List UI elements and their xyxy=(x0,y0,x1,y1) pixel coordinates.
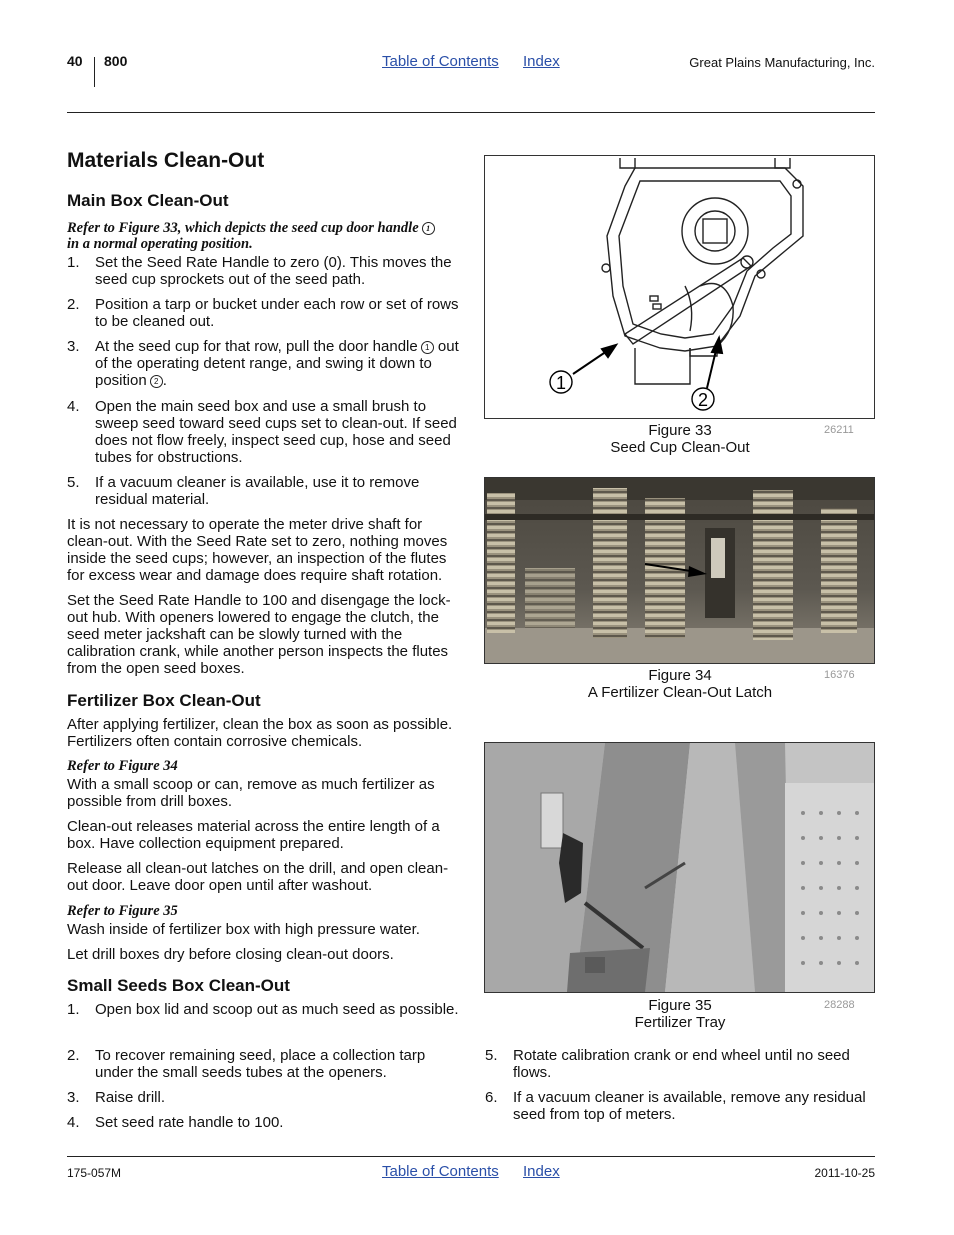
main-box-paragraph-2: Set the Seed Rate Handle to 100 and disengage the lock-out hub. With openers lowered to engage the clutch, the seed meter jackshaft can be slowly turned with the calibration crank, while another person inspects the flutes from the open seed boxes. xyxy=(67,592,451,677)
step-number: 2. xyxy=(67,296,80,313)
step-number: 1. xyxy=(67,1001,80,1018)
step-number: 4. xyxy=(67,1114,80,1131)
step-number: 6. xyxy=(485,1089,498,1106)
step-number: 1. xyxy=(67,254,80,271)
main-box-intro xyxy=(67,220,459,252)
fertilizer-paragraph-4: Release all clean-out latches on the drill, and open clean-out door. Leave door open until after washout. xyxy=(67,860,449,894)
figure-33-drawing xyxy=(484,155,875,419)
step-text: Position a tarp or bucket under each row or set of rows to be cleaned out. xyxy=(95,296,459,330)
intro-text-c: . xyxy=(249,236,253,252)
main-box-heading: Main Box Clean-Out xyxy=(67,191,229,210)
refer-figure-34: Refer to Figure 34 xyxy=(67,758,178,774)
figure-35-photo xyxy=(484,742,875,993)
fertilizer-paragraph-6: Let drill boxes dry before closing clean-out doors. xyxy=(67,946,394,963)
small-step-6 xyxy=(485,1089,877,1123)
figure-33-caption xyxy=(484,422,876,456)
section-title: Materials Clean-Out xyxy=(67,149,265,172)
step-text: Rotate calibration crank or end wheel until no seed flows. xyxy=(513,1047,850,1081)
figure-34-id: 16376 xyxy=(824,669,855,681)
fertilizer-paragraph-5: Wash inside of fertilizer box with high pressure water. xyxy=(67,921,420,938)
callout-1-label: 1 xyxy=(555,373,567,393)
figure-34-caption xyxy=(484,667,876,701)
step-number: 3. xyxy=(67,1089,80,1106)
step-text: Set seed rate handle to 100. xyxy=(95,1114,284,1131)
figure-35-id: 28288 xyxy=(824,999,855,1011)
step-number: 3. xyxy=(67,338,80,355)
header-separator xyxy=(94,57,95,87)
page-number: 40 xyxy=(67,53,83,69)
figure-35-title: Fertilizer Tray xyxy=(634,1014,726,1031)
main-box-paragraph-1: It is not necessary to operate the meter drive shaft for clean-out. With the Seed Rate set to zero, nothing moves inside the seed cups; however, an inspection of the flutes for excess wear and damage does require shaft rotation. xyxy=(67,516,448,584)
fertilizer-latch-photo xyxy=(485,478,874,663)
callout-two-icon: 2 xyxy=(150,375,163,388)
main-step-5 xyxy=(67,474,459,508)
callout-one-icon: 1 xyxy=(422,222,435,235)
figure-33-title: Seed Cup Clean-Out xyxy=(610,439,750,456)
small-step-4 xyxy=(67,1114,459,1131)
fertilizer-box-heading: Fertilizer Box Clean-Out xyxy=(67,691,261,710)
figure-35-label: Figure 35 xyxy=(648,997,712,1014)
step-number: 5. xyxy=(67,474,80,491)
fertilizer-paragraph-3: Clean-out releases material across the entire length of a box. Have collection equipment prepared. xyxy=(67,818,440,852)
doc-date: 2011-10-25 xyxy=(814,1166,875,1180)
figure-34-label: Figure 34 xyxy=(648,667,712,684)
step3-text-c: . xyxy=(162,372,167,389)
small-step-5 xyxy=(485,1047,877,1081)
company-name: Great Plains Manufacturing, Inc. xyxy=(689,55,875,70)
small-seeds-heading: Small Seeds Box Clean-Out xyxy=(67,976,290,995)
step-text: If a vacuum cleaner is available, remove any residual seed from top of meters. xyxy=(513,1089,866,1123)
fertilizer-paragraph-2: With a small scoop or can, remove as much fertilizer as possible from drill boxes. xyxy=(67,776,435,810)
small-step-2 xyxy=(67,1047,459,1081)
intro-text-b: in a normal operating position xyxy=(67,236,250,252)
figure-34-photo xyxy=(484,477,875,664)
step-text: Open box lid and scoop out as much seed as possible. xyxy=(95,1001,459,1018)
intro-text-a: Refer to Figure 33, which depicts the seed cup door handle xyxy=(67,220,419,236)
step-text: If a vacuum cleaner is available, use it to remove residual material. xyxy=(95,474,420,508)
step-number: 2. xyxy=(67,1047,80,1064)
main-step-1 xyxy=(67,254,459,288)
footer-index-link[interactable]: Index xyxy=(523,1163,560,1180)
figure-34-title: A Fertilizer Clean-Out Latch xyxy=(587,684,773,701)
footer-toc-link[interactable]: Table of Contents xyxy=(382,1163,499,1180)
footer-rule xyxy=(67,1156,875,1157)
main-step-2 xyxy=(67,296,459,330)
figure-33-label: Figure 33 xyxy=(648,422,712,439)
model-number: 800 xyxy=(104,53,128,69)
step-text xyxy=(95,338,459,389)
callout-2-label: 2 xyxy=(697,390,709,410)
fertilizer-paragraph-1: After applying fertilizer, clean the box as soon as possible. Fertilizers often contain corrosive chemicals. xyxy=(67,716,453,750)
step3-text-a: At the seed cup for that row, pull the door handle xyxy=(95,338,418,355)
fertilizer-tray-photo xyxy=(485,743,874,992)
step-number: 4. xyxy=(67,398,80,415)
doc-number: 175-057M xyxy=(67,1166,122,1180)
header-index-link[interactable]: Index xyxy=(523,53,560,70)
header-rule xyxy=(67,112,875,113)
figure-33-id: 26211 xyxy=(824,424,854,436)
step3-text-b: out of the operating detent range, and swing it down to position xyxy=(95,338,459,389)
small-step-1 xyxy=(67,1001,459,1018)
step-number: 5. xyxy=(485,1047,498,1064)
refer-figure-35: Refer to Figure 35 xyxy=(67,903,178,919)
header-toc-link[interactable]: Table of Contents xyxy=(382,53,499,70)
step-text: To recover remaining seed, place a collection tarp under the small seeds tubes at the openers. xyxy=(95,1047,426,1081)
main-step-4 xyxy=(67,398,459,466)
figure-35-caption xyxy=(484,997,876,1031)
small-step-3 xyxy=(67,1089,459,1106)
callout-one-icon: 1 xyxy=(421,341,434,354)
step-text: Open the main seed box and use a small brush to sweep seed toward seed cups set to clean-out. If seed does not flow freely, inspect seed cup, hose and seed tubes for obstructions. xyxy=(95,398,457,466)
seed-cup-line-drawing xyxy=(485,156,874,418)
step-text: Raise drill. xyxy=(95,1089,166,1106)
main-step-3 xyxy=(67,338,459,389)
step-text: Set the Seed Rate Handle to zero (0). This moves the seed cup sprockets out of the seed path. xyxy=(95,254,452,288)
